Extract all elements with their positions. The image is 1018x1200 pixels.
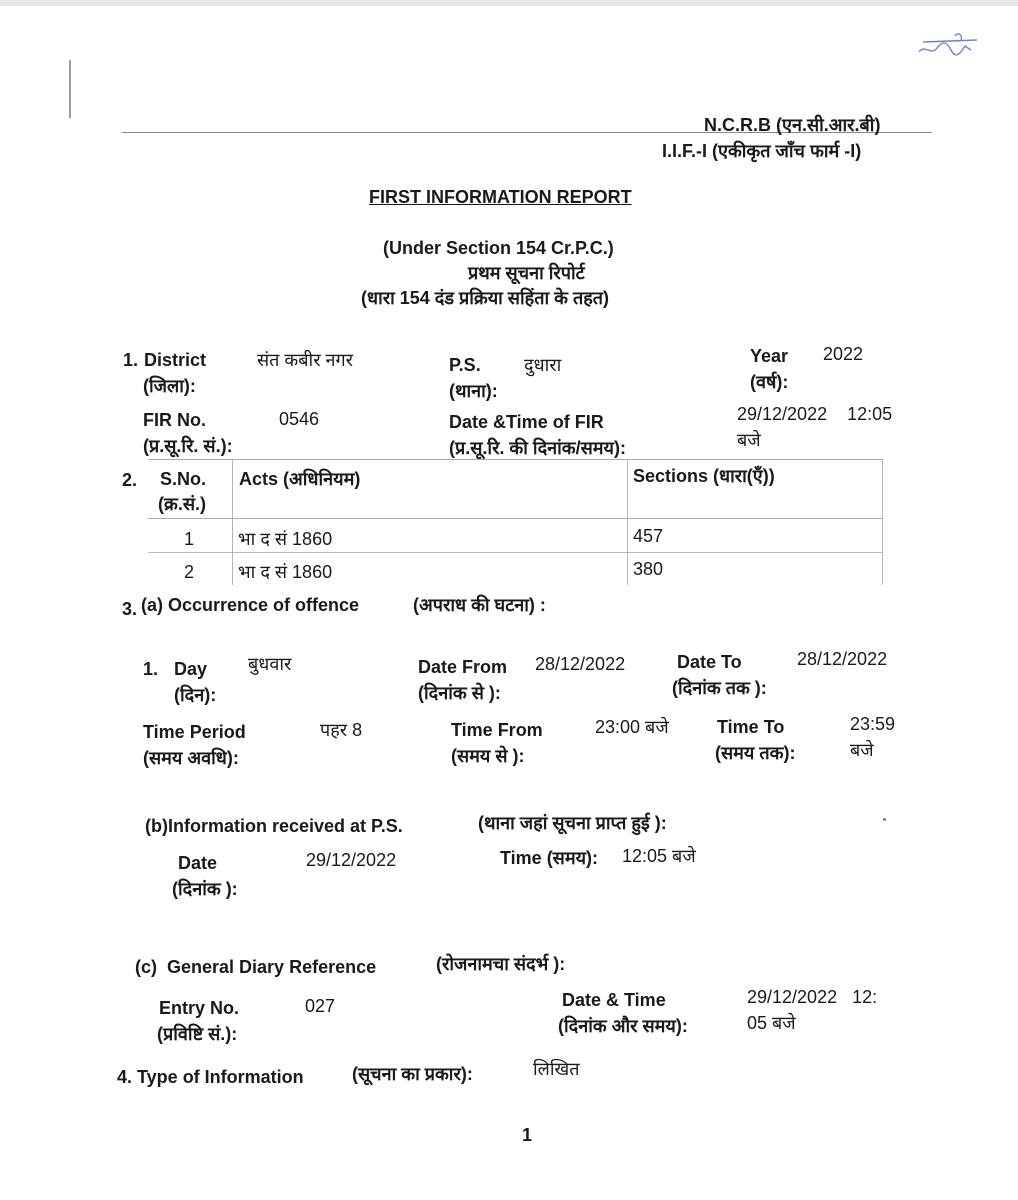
time-from-label: Time From	[451, 720, 543, 740]
time-from-value: 23:00 बजे	[595, 717, 669, 737]
title-hindi-section: (धारा 154 दंड प्रक्रिया सहिंता के तहत)	[361, 288, 610, 308]
acts-table-header-rule	[148, 518, 883, 519]
year-label-hindi: (वर्ष):	[750, 372, 789, 392]
acts-row-act: भा द सं 1860	[238, 562, 333, 582]
time-from-label-hindi: (समय से ):	[451, 746, 525, 766]
item2-number: 2.	[122, 470, 138, 490]
acts-header-sno-hindi: (क्र.सं.)	[158, 494, 206, 514]
fir-datetime-label-hindi: (प्र.सू.रि. की दिनांक/समय):	[449, 438, 626, 458]
info-received-label: (b)Information received at P.S.	[145, 816, 403, 836]
time-period-value: पहर 8	[320, 720, 363, 740]
fir-number-label-hindi: (प्र.सू.रि. सं.):	[143, 436, 233, 456]
fir-number-value: 0546	[279, 409, 320, 429]
ps-label: P.S.	[449, 355, 481, 375]
scan-margin-mark	[69, 60, 71, 118]
time-to-value: 23:59	[850, 714, 896, 734]
fir-datetime-value: 29/12/2022 12:05	[737, 404, 893, 424]
occurrence-label: (a) Occurrence of offence	[141, 595, 360, 615]
day-number: 1.	[143, 659, 159, 679]
time-to-label: Time To	[717, 717, 785, 737]
type-of-information-value: लिखित	[533, 1059, 580, 1079]
district-label: District	[144, 350, 207, 370]
received-date-label-hindi: (दिनांक ):	[172, 879, 238, 899]
district-value: संत कबीर नगर	[257, 350, 354, 370]
date-to-label-hindi: (दिनांक तक ):	[672, 678, 767, 698]
acts-header-sno: S.No.	[160, 469, 207, 489]
acts-row-sno: 1	[184, 529, 195, 549]
received-date-label: Date	[178, 853, 218, 873]
acts-row-sno: 2	[184, 562, 195, 582]
acts-header-acts: Acts (अधिनियम)	[239, 469, 361, 489]
ncrb-label: N.C.R.B (एन.सी.आर.बी)	[704, 115, 881, 135]
acts-row-section: 380	[633, 559, 664, 579]
type-of-information-label-hindi: (सूचना का प्रकार):	[352, 1064, 473, 1084]
acts-table-top-rule	[148, 459, 883, 460]
scan-speck	[883, 818, 886, 821]
ps-label-hindi: (थाना):	[449, 381, 498, 401]
document-title: FIRST INFORMATION REPORT	[369, 187, 632, 207]
occurrence-label-hindi: (अपराध की घटना) :	[413, 595, 546, 615]
acts-row-section: 457	[633, 526, 664, 546]
year-value: 2022	[823, 344, 864, 364]
day-value: बुधवार	[248, 654, 292, 674]
received-time-label: Time (समय):	[500, 848, 599, 868]
diary-datetime-value: 29/12/2022 12:	[747, 987, 878, 1007]
iif-label: I.I.F.-I (एकीकृत जाँच फार्म -I)	[662, 141, 862, 161]
acts-table-row-rule	[148, 552, 883, 553]
entry-number-label-hindi: (प्रविष्टि सं.):	[157, 1024, 238, 1044]
year-label: Year	[750, 346, 789, 366]
fir-number-label: FIR No.	[143, 410, 206, 430]
title-hindi: प्रथम सूचना रिपोर्ट	[468, 263, 585, 283]
acts-header-sections: Sections (धारा(एँ))	[633, 466, 775, 486]
acts-table-col-rule-2	[627, 459, 628, 585]
received-time-value: 12:05 बजे	[622, 846, 696, 866]
handwritten-signature	[915, 30, 985, 64]
fir-datetime-label: Date &Time of FIR	[449, 412, 604, 432]
page-number: 1	[522, 1125, 533, 1145]
time-period-label: Time Period	[143, 722, 246, 742]
entry-number-label: Entry No.	[159, 998, 240, 1018]
ps-value: दुधारा	[524, 355, 562, 375]
time-to-value-unit: बजे	[850, 740, 874, 760]
received-date-value: 29/12/2022	[306, 850, 397, 870]
diary-datetime-label: Date & Time	[562, 990, 666, 1010]
acts-row-act: भा द सं 1860	[238, 529, 333, 549]
day-label: Day	[174, 659, 208, 679]
general-diary-label: (c) General Diary Reference	[135, 957, 377, 977]
date-to-label: Date To	[677, 652, 742, 672]
time-to-label-hindi: (समय तक):	[715, 743, 796, 763]
acts-table-col-rule-3	[882, 459, 883, 585]
time-period-label-hindi: (समय अवधि):	[143, 748, 239, 768]
entry-number-value: 027	[305, 996, 336, 1016]
date-from-label: Date From	[418, 657, 508, 677]
item3-number: 3.	[122, 599, 138, 619]
date-from-label-hindi: (दिनांक से ):	[418, 683, 501, 703]
diary-datetime-label-hindi: (दिनांक और समय):	[558, 1016, 688, 1036]
info-received-label-hindi: (थाना जहां सूचना प्राप्त हुई ):	[478, 813, 667, 833]
title-section: (Under Section 154 Cr.P.C.)	[383, 238, 614, 258]
general-diary-label-hindi: (रोजनामचा संदर्भ ):	[436, 954, 566, 974]
scan-top-edge	[0, 0, 1018, 6]
diary-datetime-value-cont: 05 बजे	[747, 1013, 796, 1033]
date-to-value: 28/12/2022	[797, 649, 888, 669]
type-of-information-label: 4. Type of Information	[117, 1067, 304, 1087]
district-label-hindi: (जिला):	[143, 376, 196, 396]
date-from-value: 28/12/2022	[535, 654, 626, 674]
day-label-hindi: (दिन):	[174, 685, 217, 705]
item1-number: 1.	[123, 350, 139, 370]
acts-table-col-rule-1	[232, 459, 233, 585]
fir-datetime-value-unit: बजे	[737, 430, 761, 450]
